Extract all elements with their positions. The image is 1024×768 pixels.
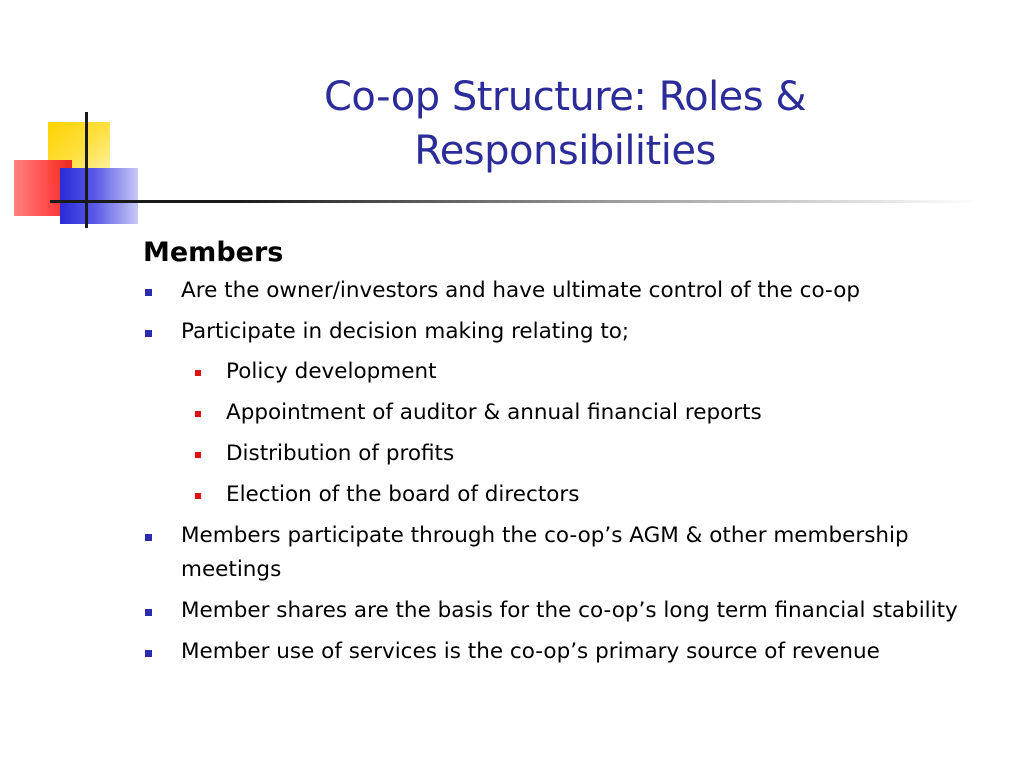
- sub-list-item-text: Election of the board of directors: [226, 482, 580, 507]
- sub-list-item: [181, 437, 1003, 471]
- section-heading: Members: [143, 237, 284, 268]
- square-bullet-icon: [145, 534, 152, 541]
- list-item-text: Participate in decision making relating to;: [181, 319, 630, 344]
- sub-list-item: [181, 355, 1003, 389]
- slide-body: [143, 234, 1003, 676]
- sub-list-item: [181, 396, 1003, 430]
- slide-title: [200, 70, 930, 178]
- slide-title-line-1: Co-op Structure: Roles &: [323, 74, 807, 120]
- sub-list-item-text: Distribution of profits: [226, 441, 455, 466]
- list-item-text: Member shares are the basis for the co-op’s long term financial stability: [181, 598, 958, 623]
- title-divider: [50, 200, 980, 203]
- list-item: [143, 519, 1003, 587]
- list-item: [143, 635, 1003, 669]
- vertical-rule: [85, 112, 88, 228]
- list-item-text: Are the owner/investors and have ultimate control of the co-op: [181, 278, 860, 303]
- sub-list-item-text: Policy development: [226, 359, 437, 384]
- list-item-text: Members participate through the co-op’s AGM & other membership meetings: [181, 523, 909, 582]
- slide-title-line-2: Responsibilities: [414, 128, 716, 174]
- square-bullet-icon: [145, 650, 152, 657]
- sub-list-item: [181, 478, 1003, 512]
- list-item: [143, 315, 1003, 512]
- red-square-bullet-icon: [195, 370, 201, 376]
- corner-squares-decoration-icon: [0, 100, 150, 240]
- blue-square: [60, 168, 138, 224]
- red-square-bullet-icon: [195, 411, 201, 417]
- square-bullet-icon: [145, 609, 152, 616]
- square-bullet-icon: [145, 330, 152, 337]
- list-item-text: Member use of services is the co-op’s primary source of revenue: [181, 639, 880, 664]
- list-item: [143, 274, 1003, 308]
- sub-list-item-text: Appointment of auditor & annual financial reports: [226, 400, 762, 425]
- square-bullet-icon: [145, 289, 152, 296]
- red-square-bullet-icon: [195, 493, 201, 499]
- red-square-bullet-icon: [195, 452, 201, 458]
- list-item: [143, 594, 1003, 628]
- sub-bullet-list: [181, 355, 1003, 512]
- bullet-list: [143, 274, 1003, 669]
